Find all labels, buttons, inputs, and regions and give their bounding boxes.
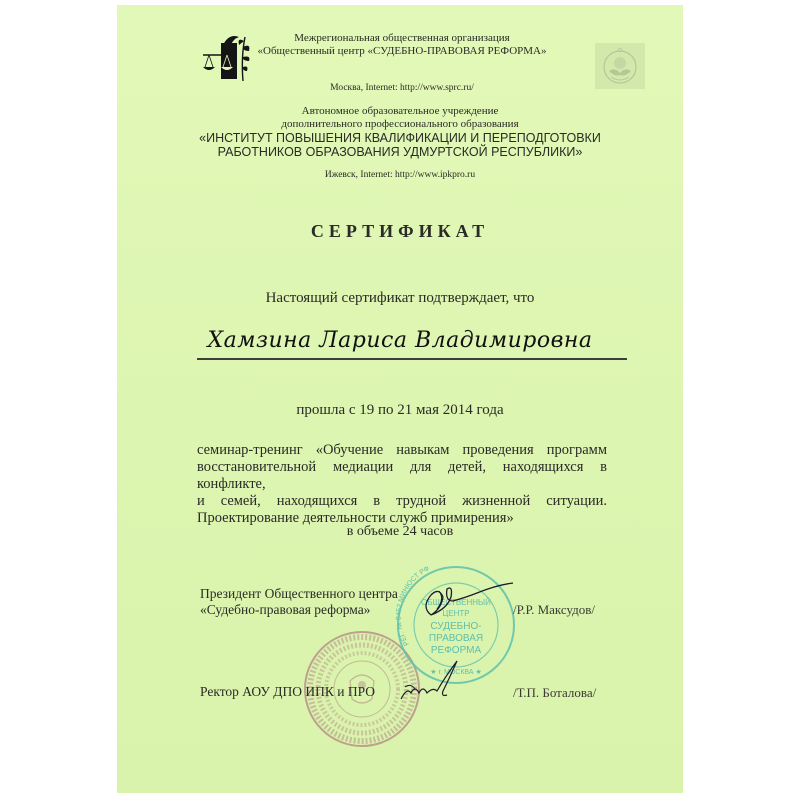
signatory-1-title-line-2: «Судебно-правовая реформа» — [200, 602, 371, 617]
org-line-1: Межрегиональная общественная организация — [294, 32, 510, 44]
svg-text:РЕФОРМА: РЕФОРМА — [430, 645, 482, 656]
certificate-title: СЕРТИФИКАТ — [310, 221, 490, 241]
institute-name-block — [157, 105, 643, 159]
inst-line-4: РАБОТНИКОВ ОБРАЗОВАНИЯ УДМУРТСКОЙ РЕСПУБЛИКИ» — [217, 145, 583, 159]
org-address: Москва, Internet: http://www.sprc.ru/ — [330, 83, 474, 93]
svg-text:ПРАВОВАЯ: ПРАВОВАЯ — [428, 633, 484, 644]
institute-address: Ижевск, Internet: http://www.ipkpro.ru — [324, 170, 476, 180]
course-line-4: Проектирование деятельности служб примирения» — [197, 510, 514, 526]
name-underline — [197, 358, 627, 360]
signatory-2-title: Ректор АОУ ДПО ИПК и ПРО — [200, 684, 376, 699]
signatory-1-title-line-1: Президент Общественного центра — [200, 586, 398, 601]
course-line-2: восстановительной медиации для детей, находящихся в конфликте, — [197, 459, 607, 492]
svg-text:★ г. МОСКВА ★: ★ г. МОСКВА ★ — [430, 669, 482, 676]
course-dates: прошла с 19 по 21 мая 2014 года — [296, 402, 504, 418]
signature-1-handwritten-icon — [417, 579, 517, 619]
inst-line-3: «ИНСТИТУТ ПОВЫШЕНИЯ КВАЛИФИКАЦИИ И ПЕРЕПОДГОТОВКИ — [199, 131, 601, 145]
signature-2-handwritten-icon — [397, 657, 467, 702]
course-line-3: и семей, находящихся в трудной жизненной ситуации. — [197, 493, 607, 509]
signatory-2-name: /Т.П. Боталова/ — [513, 685, 597, 700]
certificate-lead-text: Настоящий сертификат подтверждает, что — [265, 290, 535, 306]
course-line-1: семинар-тренинг «Обучение навыкам проведения программ — [197, 442, 607, 458]
recipient-name: Хамзина Лариса Владимировна — [207, 328, 593, 353]
org-line-2: «Общественный центр «СУДЕБНО-ПРАВОВАЯ РЕФОРМА» — [257, 45, 547, 57]
course-hours: в объеме 24 часов — [346, 524, 454, 539]
institute-emblem-logo-icon — [595, 43, 645, 89]
inst-line-2: дополнительного профессионального образования — [281, 118, 519, 130]
signatory-1-name: /Р.Р. Максудов/ — [513, 602, 596, 617]
signatory-1-title — [200, 586, 398, 618]
org-name-block — [207, 32, 597, 58]
certificate-page — [117, 5, 683, 793]
svg-text:РЕГ. № 8452 МИНЮСТ РФ: РЕГ. № 8452 МИНЮСТ РФ — [395, 565, 431, 647]
svg-text:ОБЩЕСТВЕННЫЙ: ОБЩЕСТВЕННЫЙ — [421, 598, 491, 607]
svg-text:СУДЕБНО-: СУДЕБНО- — [430, 621, 482, 632]
inst-line-1: Автономное образовательное учреждение — [301, 105, 499, 117]
svg-text:ЦЕНТР: ЦЕНТР — [442, 609, 470, 618]
course-description — [197, 442, 607, 527]
